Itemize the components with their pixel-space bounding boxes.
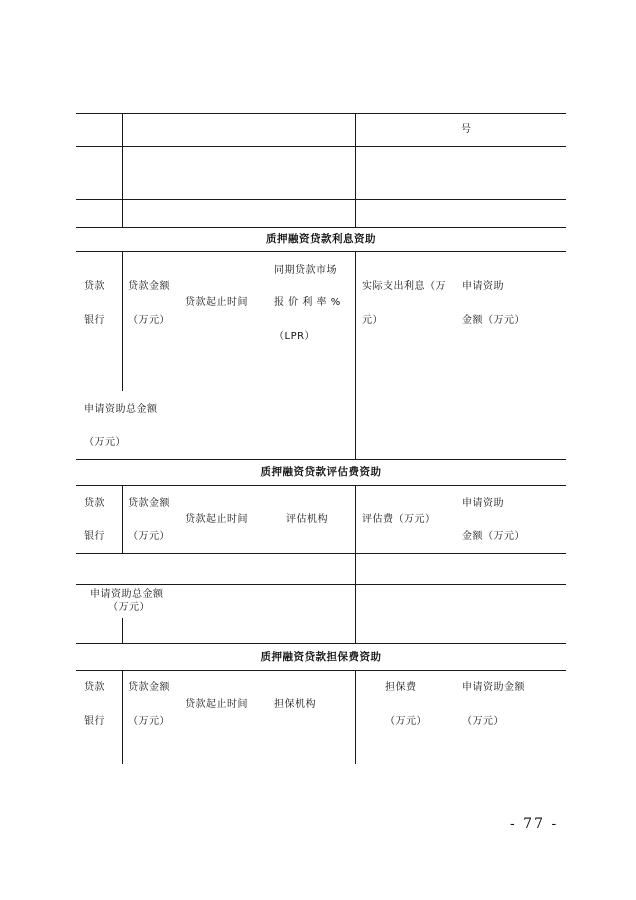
section-title-evaluation: 质押融资贷款评估费资助 [260,466,382,478]
col-apply-label-2: 金额（万元） [462,315,525,326]
col-apply-label-1: 申请资助 [462,281,504,292]
col-fee-label-2: （万元） [385,716,427,727]
col-org-label: 担保机构 [274,699,316,710]
col-period-label: 贷款起止时间 [185,699,248,710]
col-bank-label-2: 银行 [84,531,105,542]
rule [76,146,566,147]
page-number: - 77 - [510,816,559,832]
rule-v [355,251,356,459]
col-amount-label-1: 贷款金额 [128,682,170,693]
col-period-label: 贷款起止时间 [185,514,248,525]
col-bank-label-1: 贷款 [84,682,105,693]
col-apply-label-1: 申请资助金额 [462,682,525,693]
rule-v [355,113,356,227]
col-period-label: 贷款起止时间 [185,297,248,308]
total-label-2: （万元） [84,437,126,448]
rule-v [122,618,123,643]
rule [76,643,566,644]
rule-v [122,113,123,227]
col-amount-label-2: （万元） [128,716,170,727]
header-suffix: 号 [461,124,472,135]
rule [76,227,566,228]
col-lpr-label-3: （LPR） [274,331,316,342]
col-amount-label-1: 贷款金额 [128,281,170,292]
col-interest-label-2: 元） [362,315,383,326]
col-bank-label-2: 银行 [84,716,105,727]
col-apply-label-2: （万元） [462,716,504,727]
rule [76,459,566,460]
total-label-2: （万元） [108,602,150,613]
section-title-guarantee: 质押融资贷款担保费资助 [260,651,382,663]
col-lpr-label-1: 同期贷款市场 [274,265,337,276]
col-bank-label-1: 贷款 [84,281,105,292]
col-amount-label-2: （万元） [128,531,170,542]
col-bank-label-1: 贷款 [84,498,105,509]
col-interest-label-1: 实际支出利息（万 [362,281,446,292]
rule [76,670,566,671]
rule [76,199,566,200]
rule-v [122,251,123,391]
total-label-1: 申请资助总金额 [90,589,164,600]
rule-v [355,670,356,764]
col-amount-label-1: 贷款金额 [128,498,170,509]
col-lpr-label-2: 报 价 利 率 % [274,297,341,308]
rule-v [122,485,123,553]
col-fee-label: 评估费（万元） [362,514,436,525]
rule [76,584,566,585]
col-apply-label-1: 申请资助 [462,498,504,509]
col-bank-label-2: 银行 [84,315,105,326]
rule-v [122,670,123,764]
col-org-label: 评估机构 [286,514,328,525]
rule [76,485,566,486]
col-amount-label-2: （万元） [128,315,170,326]
rule [76,251,566,252]
rule-top [76,113,566,114]
col-apply-label-2: 金额（万元） [462,531,525,542]
section-title-interest: 质押融资贷款利息资助 [266,233,376,245]
total-label-1: 申请资助总金额 [84,404,158,415]
rule-v [355,485,356,643]
rule [76,553,566,554]
col-fee-label-1: 担保费 [385,682,417,693]
